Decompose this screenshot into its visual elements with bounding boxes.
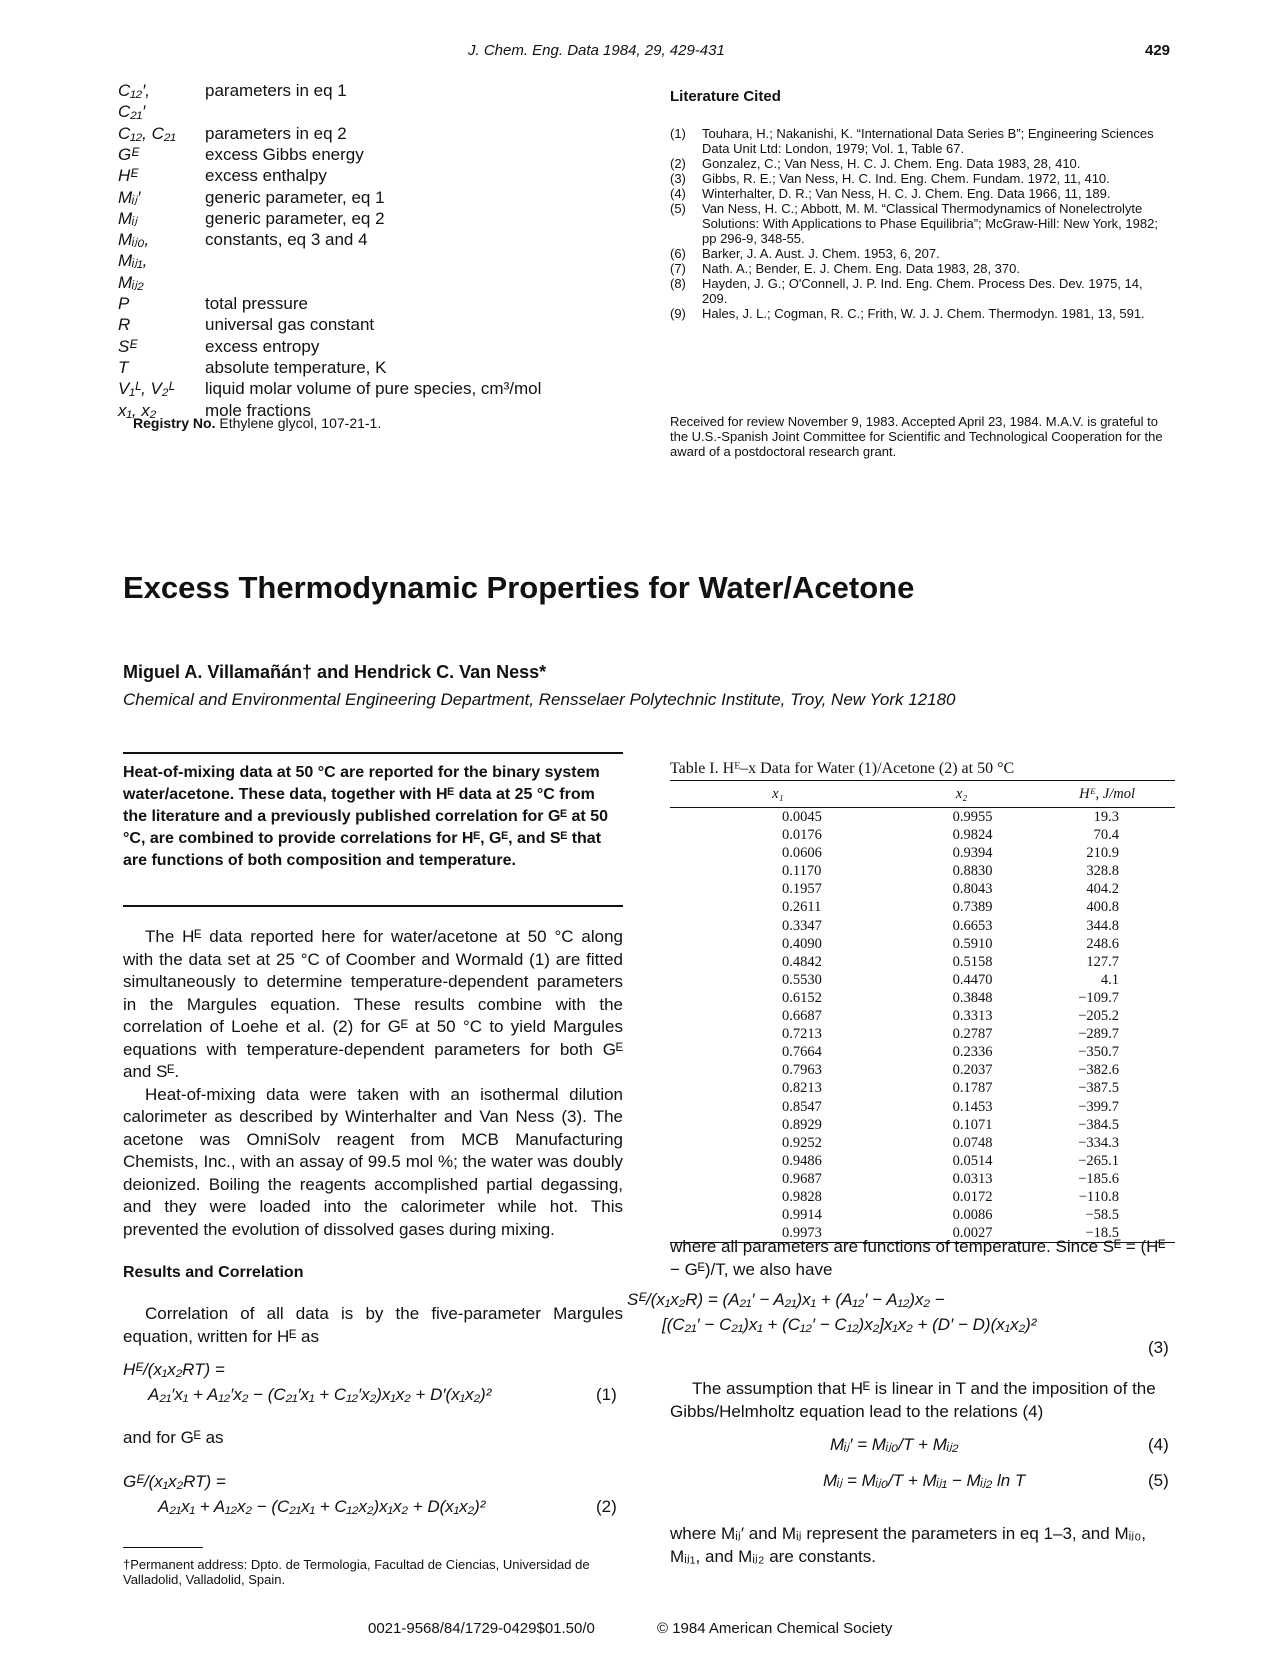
cell-x1: 0.7664: [782, 1044, 822, 1061]
nomenclature-definition: generic parameter, eq 1: [205, 187, 385, 207]
table-row: [670, 808, 1175, 827]
cell-x1: 0.0176: [782, 827, 822, 844]
cell-x2: 0.2787: [952, 1026, 993, 1043]
nomenclature-definition: universal gas constant: [205, 315, 375, 335]
cell-x2: 0.1453: [952, 1098, 993, 1115]
paragraph-2: Heat-of-mixing data were taken with an isothermal dilution calorimeter as described by Winterhalter and Van Ness (3). The acetone was OmniSolv reagent from MCB Manufacturing Chemists, Inc., with an assay of 99.5 mol %; the water was doubly deionized. Boiling the reagents accomplished partial degassing, and they were loaded into the calorimeter while hot. This prevented the evolution of dissolved gases during mixing.: [123, 1084, 623, 1239]
cell-he: 404.2: [1086, 881, 1119, 898]
cell-x2: 0.0748: [952, 1134, 993, 1151]
cell-he: 4.1: [1100, 971, 1119, 988]
registry-line: [133, 415, 381, 431]
cell-x2: 0.9955: [952, 809, 993, 825]
reference-item: [670, 171, 1170, 186]
reference-item: [670, 126, 1170, 156]
nomenclature-symbol: Mᵢⱼ₀,: [118, 230, 150, 250]
equation-3-line-2: [(C₂₁′ − C₂₁)x₁ + (C₁₂′ − C₁₂)x₂]x₁x₂ + (D′ − D)(x₁x₂)²: [662, 1315, 1037, 1334]
cell-he: −382.6: [1078, 1062, 1119, 1079]
reference-text: Touhara, H.; Nakanishi, K. “International Data Series B”; Engineering Sciences Data Unit Ltd: London, 1979; Vol. 1, Table 67.: [702, 126, 1154, 156]
table-row: [670, 1188, 1175, 1206]
cell-x2: 0.7389: [952, 899, 993, 916]
nomenclature-definition: liquid molar volume of pure species, cm³/mol: [205, 379, 542, 399]
abstract-bottom-rule: [123, 905, 623, 907]
equation-5: Mᵢⱼ = Mᵢⱼ₀/T + Mᵢⱼ₁ − Mᵢⱼ₂ ln T: [823, 1471, 1026, 1490]
cell-x2: 0.1071: [952, 1116, 993, 1133]
cell-he: 328.8: [1086, 863, 1119, 880]
cell-x1: 0.9687: [782, 1170, 822, 1187]
paragraph-6: The assumption that Hᴱ is linear in T and the imposition of the Gibbs/Helmholtz equation lead to the relations (4): [670, 1379, 1156, 1421]
table-caption: Table I. Hᴱ–x Data for Water (1)/Acetone (2) at 50 °C: [670, 760, 1015, 777]
nomenclature-definition: parameters in eq 1: [205, 81, 347, 100]
table-row: [670, 844, 1175, 862]
cell-x1: 0.5530: [782, 971, 822, 988]
cell-he: −109.7: [1078, 989, 1119, 1006]
cell-he: −110.8: [1078, 1188, 1119, 1205]
cell-x1: 0.6152: [782, 989, 822, 1006]
reference-number: (5): [670, 201, 686, 216]
table-row: [670, 862, 1175, 880]
cell-x2: 0.5910: [952, 935, 993, 952]
paragraph-4: and for Gᴱ as: [123, 1428, 224, 1447]
cell-x1: 0.9252: [782, 1134, 822, 1151]
cell-he: 19.3: [1093, 809, 1119, 825]
cell-x2: 0.9824: [952, 827, 993, 844]
reference-number: (8): [670, 276, 686, 291]
cell-x2: 0.0172: [952, 1188, 993, 1205]
cell-x1: 0.8213: [782, 1080, 822, 1097]
table-row: [670, 953, 1175, 971]
page-number: 429: [1145, 42, 1171, 59]
table-row: [670, 898, 1175, 916]
nomenclature-definition: excess entropy: [205, 336, 320, 356]
nomenclature-definition: mole fractions: [205, 400, 311, 420]
cell-x1: 0.9914: [782, 1207, 822, 1224]
nomenclature-symbol: Hᴱ: [118, 166, 138, 186]
nomenclature-list: [118, 80, 598, 440]
received-note: Received for review November 9, 1983. Accepted April 23, 1984. M.A.V. is grateful to the U.S.-Spanish Joint Committee for Scientific and Technological Cooperation for the award of a postdoctoral research grant.: [670, 414, 1163, 459]
abstract: Heat-of-mixing data at 50 °C are reported for the binary system water/acetone. These data, together with Hᴱ data at 25 °C from the literature and a previously published correlation for Gᴱ at 50 °C, are combined to provide correlations for Hᴱ, Gᴱ, and Sᴱ that are functions of both composition and temperature.: [123, 764, 608, 869]
paragraph-3: Correlation of all data is by the five-parameter Margules equation, written for Hᴱ as: [123, 1304, 623, 1346]
cell-he: −289.7: [1078, 1026, 1119, 1043]
cell-he: 210.9: [1086, 845, 1119, 862]
cell-x1: 0.4090: [782, 935, 822, 952]
reference-item: [670, 186, 1170, 201]
reference-item: [670, 261, 1170, 276]
cell-x2: 0.8043: [952, 881, 993, 898]
cell-he: −185.6: [1078, 1170, 1119, 1187]
nomenclature-symbol: x₁, x₂: [118, 400, 157, 420]
nomenclature-symbol: Mᵢⱼ′: [118, 187, 141, 207]
paragraph-1: The Hᴱ data reported here for water/acetone at 50 °C along with the data set at 25 °C of Coomber and Wormald (1) are fitted simultaneously to determine temperature-dependent parameters in the Margules equation. These results combine with the correlation of Loehe et al. (2) for Gᴱ at 50 °C to yield Margules equations with temperature-dependent parameters for both Gᴱ and Sᴱ.: [123, 927, 623, 1081]
footnote: †Permanent address: Dpto. de Termologia, Facultad de Ciencias, Universidad de Valladolid, Valladolid, Spain.: [123, 1557, 590, 1587]
cell-x2: 0.0086: [952, 1207, 993, 1224]
table-row: [670, 826, 1175, 844]
reference-number: (7): [670, 261, 686, 276]
cell-x1: 0.9486: [782, 1152, 822, 1169]
cell-x2: 0.3848: [952, 989, 993, 1006]
reference-item: [670, 201, 1170, 246]
table-row: [670, 1134, 1175, 1152]
nomenclature-symbol: Sᴱ: [118, 336, 138, 356]
cell-x2: 0.5158: [952, 953, 993, 970]
reference-item: [670, 156, 1170, 171]
equation-2-lhs: Gᴱ/(x₁x₂RT) =: [123, 1472, 226, 1491]
cell-he: −205.2: [1078, 1008, 1119, 1025]
table-row: [670, 1025, 1175, 1043]
nomenclature-definition: excess enthalpy: [205, 166, 327, 186]
nomenclature-symbol: R: [118, 315, 131, 335]
reference-number: (3): [670, 171, 686, 186]
cell-he: −265.1: [1078, 1152, 1119, 1169]
reference-text: Hayden, J. G.; O'Connell, J. P. Ind. Eng. Chem. Process Des. Dev. 1975, 14, 209.: [702, 276, 1143, 306]
body-intro: [123, 926, 623, 1241]
table-row: [670, 1206, 1175, 1224]
table-row: [670, 935, 1175, 953]
cell-x1: 0.6687: [782, 1008, 822, 1025]
registry-label: Registry No.: [133, 415, 216, 431]
equation-4: Mᵢⱼ′ = Mᵢⱼ₀/T + Mᵢⱼ₂: [830, 1435, 959, 1454]
table-header-row: [670, 781, 1175, 808]
cell-x1: 0.1170: [782, 863, 822, 880]
cell-x1: 0.3347: [782, 917, 822, 934]
cell-x1: 0.9973: [670, 1224, 886, 1243]
cell-he: 70.4: [1093, 827, 1119, 844]
reference-text: Gibbs, R. E.; Van Ness, H. C. Ind. Eng. Chem. Fundam. 1972, 11, 410.: [702, 171, 1110, 186]
table-row: [670, 1116, 1175, 1134]
article-affiliation: Chemical and Environmental Engineering Department, Rensselaer Polytechnic Institute, Troy, New York 12180: [123, 690, 956, 709]
table-row: [670, 1061, 1175, 1079]
table-row: [670, 1170, 1175, 1188]
cell-x2: 0.6653: [952, 917, 993, 934]
article-title: Excess Thermodynamic Properties for Water/Acetone: [123, 570, 915, 605]
nomenclature-symbol: Mᵢⱼ₂: [118, 272, 144, 292]
article-authors: Miguel A. Villamañán† and Hendrick C. Van Ness*: [123, 662, 547, 682]
reference-number: (1): [670, 126, 686, 141]
cell-x2: 0.8830: [952, 863, 993, 880]
table-row: [670, 880, 1175, 898]
table-row: [670, 1098, 1175, 1116]
table-row: [670, 1043, 1175, 1061]
reference-list: [670, 126, 1170, 321]
reference-text: Gonzalez, C.; Van Ness, H. C. J. Chem. Eng. Data 1983, 28, 410.: [702, 156, 1081, 171]
paragraph-7: where Mᵢⱼ′ and Mᵢⱼ represent the parameters in eq 1–3, and Mᵢⱼ₀, Mᵢⱼ₁, and Mᵢⱼ₂ are constants.: [670, 1524, 1147, 1566]
cell-x1: 0.2611: [782, 899, 822, 916]
footer-code: 0021-9568/84/1729-0429$01.50/0: [368, 1620, 595, 1637]
footnote-rule: [123, 1547, 203, 1548]
reference-text: Nath. A.; Bender, E. J. Chem. Eng. Data 1983, 28, 370.: [702, 261, 1020, 276]
table-row: [670, 989, 1175, 1007]
reference-number: (9): [670, 306, 686, 321]
section-heading: Results and Correlation: [123, 1264, 304, 1281]
nomenclature-definition: total pressure: [205, 294, 308, 313]
cell-x2: 0.3313: [952, 1008, 993, 1025]
cell-x1: 0.0606: [782, 845, 822, 862]
paragraph-5: where all parameters are functions of temperature. Since Sᴱ = (Hᴱ − Gᴱ)/T, we also have: [670, 1237, 1166, 1279]
reference-item: [670, 246, 1170, 261]
table-row: [670, 917, 1175, 935]
reference-item: [670, 276, 1170, 306]
cell-x2: 0.9394: [952, 845, 993, 862]
cell-he: −334.3: [1078, 1134, 1119, 1151]
cell-he: 127.7: [1086, 953, 1119, 970]
nomenclature-symbol: Mᵢⱼ: [118, 208, 138, 228]
reference-text: Hales, J. L.; Cogman, R. C.; Frith, W. J. J. Chem. Thermodyn. 1981, 13, 591.: [702, 306, 1145, 321]
literature-heading: Literature Cited: [670, 88, 781, 105]
cell-he: 248.6: [1086, 935, 1119, 952]
cell-x2: 0.4470: [952, 971, 993, 988]
table-row: [670, 971, 1175, 989]
cell-he: −387.5: [1078, 1080, 1119, 1097]
cell-he: −58.5: [1085, 1207, 1119, 1224]
nomenclature-symbol: P: [118, 294, 130, 313]
body-correlation: [123, 1303, 623, 1348]
col-x1-header: x₁: [670, 781, 886, 808]
equation-1-rhs: A₂₁′x₁ + A₁₂′x₂ − (C₂₁′x₁ + C₁₂′x₂)x₁x₂ + D′(x₁x₂)²: [148, 1385, 492, 1404]
cell-x1: 0.7213: [782, 1026, 822, 1043]
equation-4-number: (4): [1148, 1435, 1169, 1454]
cell-he: −18.5: [1037, 1224, 1175, 1243]
cell-x1: 0.4842: [782, 953, 822, 970]
journal-header: J. Chem. Eng. Data 1984, 29, 429-431: [468, 42, 725, 59]
nomenclature-definition: excess Gibbs energy: [205, 144, 364, 164]
nomenclature-symbol: Gᴱ: [118, 144, 139, 164]
equation-2-rhs: A₂₁x₁ + A₁₂x₂ − (C₂₁x₁ + C₁₂x₂)x₁x₂ + D(x₁x₂)²: [158, 1497, 486, 1516]
nomenclature-definition: generic parameter, eq 2: [205, 208, 385, 228]
cell-x2: 0.0027: [886, 1224, 1038, 1243]
cell-x2: 0.2336: [952, 1044, 993, 1061]
reference-number: (6): [670, 246, 686, 261]
nomenclature-symbol: C₁₂′,: [118, 81, 151, 100]
cell-x1: 0.7963: [782, 1062, 822, 1079]
footer-copyright: © 1984 American Chemical Society: [657, 1620, 893, 1637]
reference-number: (4): [670, 186, 686, 201]
cell-x1: 0.8547: [782, 1098, 822, 1115]
equation-3-number: (3): [1148, 1338, 1169, 1357]
data-table: [670, 780, 1175, 1243]
col-x2-header: x₂: [886, 781, 1038, 808]
abstract-top-rule: [123, 752, 623, 754]
nomenclature-symbol: V₁ᴸ, V₂ᴸ: [118, 379, 175, 399]
equation-5-number: (5): [1148, 1471, 1169, 1490]
cell-he: −399.7: [1078, 1098, 1119, 1115]
nomenclature-definition: parameters in eq 2: [205, 123, 347, 143]
cell-x1: 0.0045: [782, 809, 822, 825]
nomenclature-symbol: C₂₁′: [118, 102, 146, 122]
reference-text: Winterhalter, D. R.; Van Ness, H. C. J. Chem. Eng. Data 1966, 11, 189.: [702, 186, 1111, 201]
cell-x2: 0.0514: [952, 1152, 993, 1169]
cell-x2: 0.0313: [952, 1170, 993, 1187]
cell-he: 344.8: [1086, 917, 1119, 934]
cell-he: 400.8: [1086, 899, 1119, 916]
equation-3-line-1: Sᴱ/(x₁x₂R) = (A₂₁′ − A₂₁)x₁ + (A₁₂′ − A₁₂)x₂ −: [627, 1290, 945, 1309]
equation-2-number: (2): [596, 1497, 617, 1516]
nomenclature-symbol: Mᵢⱼ₁,: [118, 251, 148, 271]
nomenclature-definition: constants, eq 3 and 4: [205, 230, 368, 250]
registry-text: Ethylene glycol, 107-21-1.: [219, 415, 382, 431]
equation-1-number: (1): [596, 1385, 617, 1404]
cell-x2: 0.1787: [952, 1080, 993, 1097]
table-row: [670, 1007, 1175, 1025]
table-row: [670, 1079, 1175, 1097]
col-he-header: Hᴱ, J/mol: [1037, 781, 1175, 808]
cell-he: −350.7: [1078, 1044, 1119, 1061]
cell-x1: 0.8929: [782, 1116, 822, 1133]
nomenclature-symbol: C₁₂, C₂₁: [118, 123, 176, 143]
nomenclature-symbol: T: [118, 357, 129, 377]
cell-x2: 0.2037: [952, 1062, 993, 1079]
reference-item: [670, 306, 1170, 321]
cell-x1: 0.1957: [782, 881, 822, 898]
reference-text: Barker, J. A. Aust. J. Chem. 1953, 6, 207.: [702, 246, 940, 261]
cell-x1: 0.9828: [782, 1188, 822, 1205]
equation-1-lhs: Hᴱ/(x₁x₂RT) =: [123, 1360, 225, 1379]
table-row: [670, 1152, 1175, 1170]
reference-number: (2): [670, 156, 686, 171]
cell-he: −384.5: [1078, 1116, 1119, 1133]
nomenclature-definition: absolute temperature, K: [205, 357, 387, 377]
reference-text: Van Ness, H. C.; Abbott, M. M. “Classical Thermodynamics of Nonelectrolyte Solutions: With Applications to Phase Equilibria”; McGraw-Hill: New York, 1982; pp 296-9, 348-55.: [702, 201, 1158, 246]
